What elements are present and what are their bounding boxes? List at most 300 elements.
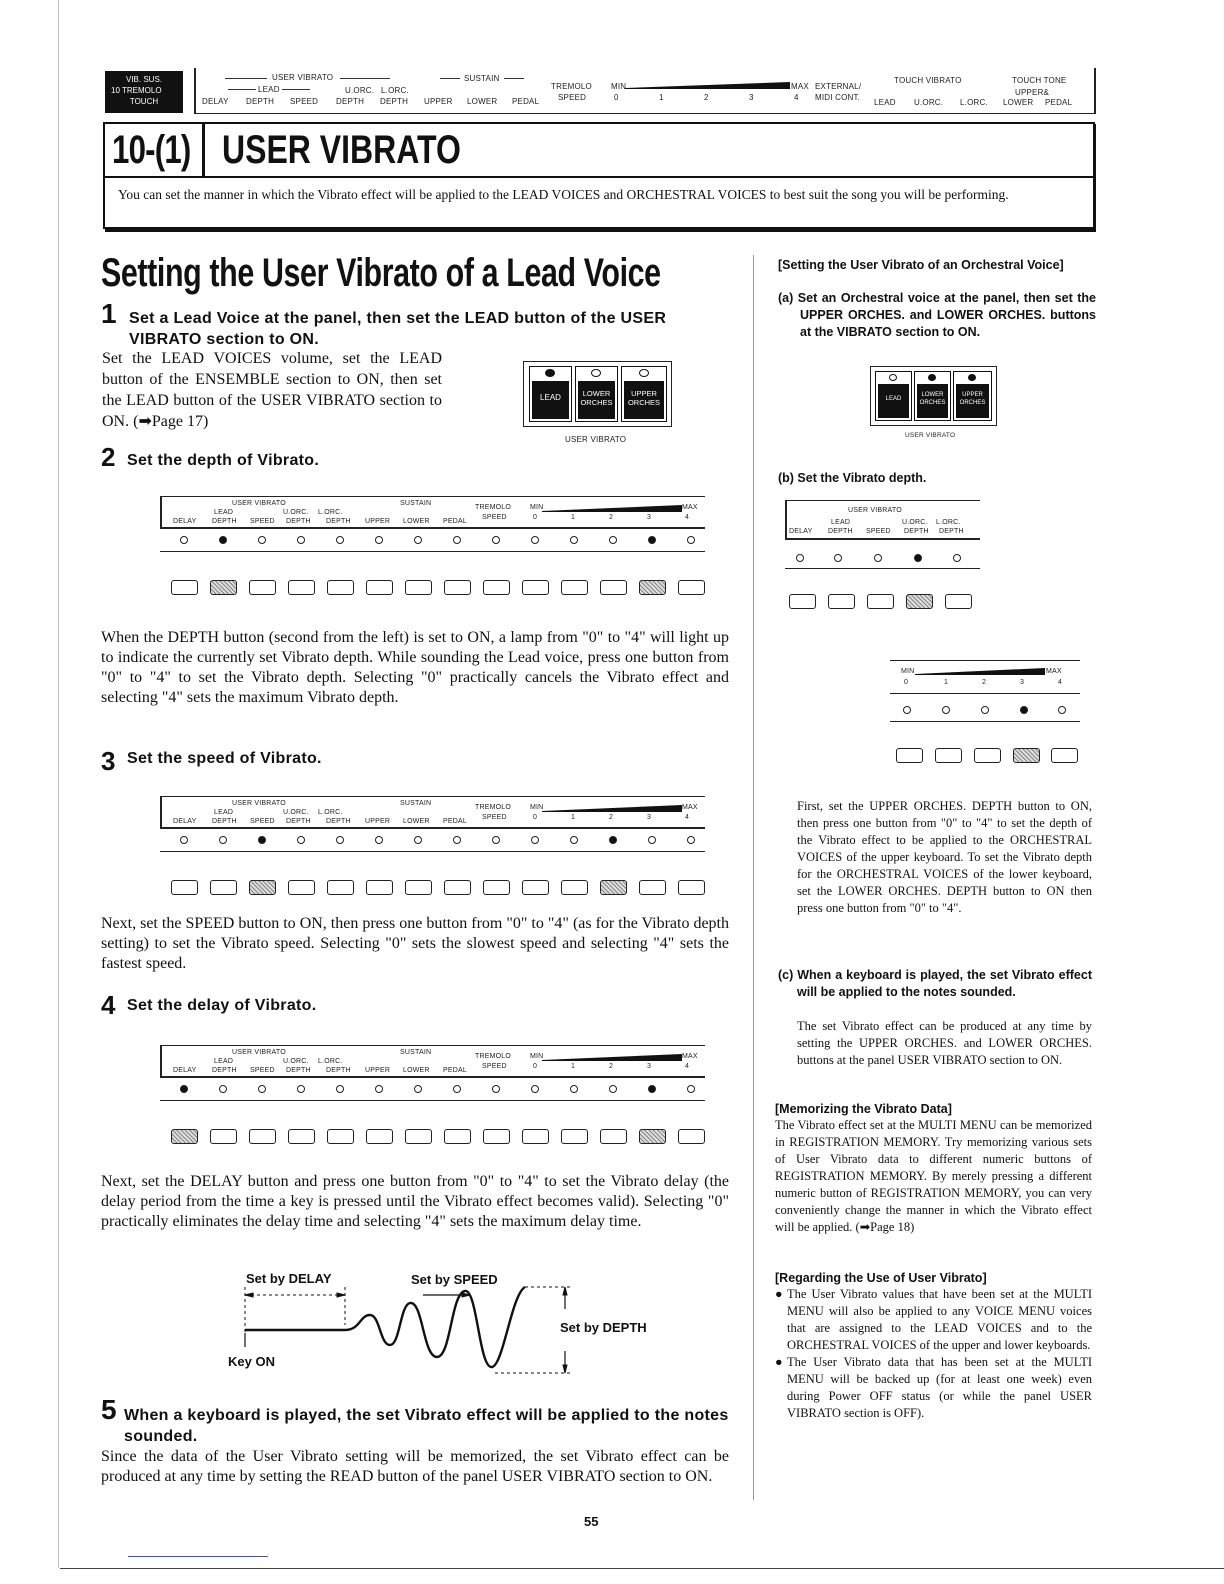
step-5-title: When a keyboard is played, the set Vibrato effect will be applied to the notes sounded. — [124, 1407, 729, 1445]
side-panel-lead[interactable] — [875, 371, 912, 421]
panel-button-on[interactable] — [639, 580, 666, 595]
side-lamp-on — [1020, 706, 1028, 714]
sb-button-on[interactable] — [906, 594, 933, 609]
step1-panel-lower-orches[interactable] — [575, 366, 618, 422]
panel-button[interactable] — [366, 880, 393, 895]
panel-tremolo-speed: SPEED — [482, 1063, 507, 1070]
sb-lamp — [874, 554, 882, 562]
panel-button[interactable] — [561, 580, 588, 595]
panel-lamp — [336, 1085, 344, 1093]
panel-lamp — [336, 536, 344, 544]
hdr-line — [504, 78, 524, 79]
panel-lamp — [375, 836, 383, 844]
badge-line-2: 10 TREMOLO — [111, 86, 162, 95]
lamp-off — [591, 369, 601, 377]
diagram-label-delay: Set by DELAY — [246, 1271, 332, 1286]
diagram-label-depth: Set by DEPTH — [560, 1320, 647, 1335]
diagram-label-key-on: Key ON — [228, 1354, 275, 1369]
panel-lamp — [414, 536, 422, 544]
panel-lamp — [258, 536, 266, 544]
panel-scale-3: 3 — [647, 814, 652, 821]
hdr-speed: SPEED — [290, 97, 319, 106]
sb-lamp — [796, 554, 804, 562]
panel-frame-top — [160, 1045, 705, 1046]
header-panel-right-edge — [1094, 68, 1096, 114]
panel-upper: UPPER — [365, 818, 391, 825]
sb-button[interactable] — [828, 594, 855, 609]
panel-lower: LOWER — [403, 1067, 430, 1074]
panel-lorc: L.ORC. — [318, 1058, 343, 1065]
panel-button[interactable] — [600, 580, 627, 595]
panel-rule — [160, 851, 705, 852]
panel-frame-left — [160, 796, 162, 828]
side-scale-2: 2 — [982, 679, 987, 686]
panel-uorc: U.ORC. — [283, 809, 309, 816]
panel-lamp — [570, 536, 578, 544]
hdr-upper-and: UPPER& — [1015, 88, 1050, 97]
panel-lower: LOWER — [403, 818, 430, 825]
panel-depth: DEPTH — [212, 818, 237, 825]
sb-depth-u: DEPTH — [904, 528, 929, 535]
sb-rule — [785, 568, 980, 569]
panel-frame-left — [160, 496, 162, 528]
hdr-tremolo-speed: SPEED — [558, 93, 587, 102]
hdr-line — [440, 78, 460, 79]
panel-lamp — [687, 836, 695, 844]
panel-rule — [160, 551, 705, 552]
hdr-scale-4: 4 — [794, 93, 799, 102]
step-3-number: 3 — [101, 746, 116, 776]
side-scale-rule-top — [890, 660, 1080, 661]
hdr-lower2: LOWER — [1003, 98, 1034, 107]
panel-lamp — [492, 836, 500, 844]
panel-lamp — [492, 1085, 500, 1093]
panel-diagram-step2 — [160, 488, 705, 618]
step-2-title: Set the depth of Vibrato. — [127, 452, 320, 469]
panel-lamp — [531, 836, 539, 844]
side-lamp — [942, 706, 950, 714]
panel-tremolo: TREMOLO — [475, 804, 512, 811]
badge-line-3: TOUCH — [129, 97, 159, 106]
hdr-min: MIN — [611, 82, 627, 91]
panel-button[interactable] — [678, 880, 705, 895]
side-lower-orches-face: LOWER ORCHES — [917, 384, 948, 418]
panel-depth-l: DEPTH — [326, 818, 351, 825]
panel-lorc: L.ORC. — [318, 809, 343, 816]
panel-lamp — [648, 836, 656, 844]
panel-button[interactable] — [405, 1129, 432, 1144]
side-a-title: (a) Set an Orchestral voice at the panel, then set the UPPER ORCHES. and LOWER ORCHES. buttons at the VIBRATO section to ON. — [778, 291, 1096, 339]
panel-lamp — [258, 1085, 266, 1093]
sb-user-vibrato: USER VIBRATO — [848, 507, 902, 514]
panel-button[interactable] — [561, 1129, 588, 1144]
panel-frame-top — [160, 796, 705, 797]
sb-button[interactable] — [789, 594, 816, 609]
side-scale-3: 3 — [1020, 679, 1025, 686]
side-mem-body: The Vibrato effect set at the MULTI MENU can be memorized in REGISTRATION MEMORY. Try memorizing various sets of User Vibrato data to different numeric buttons of REGISTRATION MEMORY. By merely pressing a different numeric button of REGISTRATION MEMORY, you can very conveniently change the manner in which the Vibrato effect will be applied. (➡Page 18) — [775, 1118, 1092, 1234]
panel-lamp — [687, 1085, 695, 1093]
panel-depth-u: DEPTH — [286, 818, 311, 825]
side-lamp — [1058, 706, 1066, 714]
hdr-depth-wedge — [625, 82, 790, 90]
vibrato-waveform-diagram — [225, 1285, 585, 1380]
step-1-number: 1 — [101, 298, 117, 329]
lamp-on — [545, 369, 555, 377]
page-title: USER VIBRATO — [222, 128, 461, 172]
panel-lamp — [219, 1085, 227, 1093]
panel-button-on[interactable] — [639, 1129, 666, 1144]
panel-lamp — [414, 836, 422, 844]
hdr-upper: UPPER — [424, 97, 453, 106]
panel-button-on[interactable] — [210, 580, 237, 595]
panel-tremolo: TREMOLO — [475, 1053, 512, 1060]
step-4-title: Set the delay of Vibrato. — [127, 997, 317, 1014]
side-use-list — [775, 1286, 1092, 1422]
step-5-body: Since the data of the User Vibrato setting will be memorized, the set Vibrato effect can be produced at any time by setting the READ button of the panel USER VIBRATO section to ON. — [101, 1448, 729, 1485]
hdr-external: EXTERNAL/ — [815, 82, 862, 91]
hdr-line — [225, 78, 267, 79]
sb-lamp — [834, 554, 842, 562]
panel-depth-wedge — [542, 1054, 682, 1062]
panel-scale-0: 0 — [533, 1063, 538, 1070]
panel-lamp — [453, 836, 461, 844]
sb-uorc: U.ORC. — [902, 519, 928, 526]
bottom-margin-line — [128, 1556, 268, 1557]
panel-frame-bottom — [160, 527, 705, 529]
panel-button[interactable] — [639, 880, 666, 895]
panel-delay: DELAY — [173, 1067, 197, 1074]
lower-orches-button-face: LOWER ORCHES — [578, 381, 615, 419]
panel-scale-4: 4 — [685, 1063, 690, 1070]
side-b-body: First, set the UPPER ORCHES. DEPTH button to ON, then press one button from "0" to "4" to set the depth of the Vibrato effect to be applied to the ORCHESTRAL VOICES of the upper keyboard. To set the Vibrato depth for the ORCHESTRAL VOICES of the lower keyboard, set the LOWER ORCHES. DEPTH button to ON then press one button from "0" to "4". — [797, 799, 1092, 915]
panel-scale-1: 1 — [571, 1063, 576, 1070]
title-underline — [205, 176, 1095, 178]
hdr-lorc: L.ORC. — [381, 86, 409, 95]
sb-lorc: L.ORC. — [936, 519, 961, 526]
panel-lorc: L.ORC. — [318, 509, 343, 516]
panel-button[interactable] — [249, 1129, 276, 1144]
hdr-line — [340, 78, 390, 79]
panel-scale-2: 2 — [609, 1063, 614, 1070]
panel-lamp — [531, 1085, 539, 1093]
bullet-icon: ● — [775, 1287, 783, 1301]
hdr-midi-cont: MIDI CONT. — [815, 93, 861, 102]
panel-button-on[interactable] — [249, 880, 276, 895]
page-number: 55 — [584, 1514, 599, 1529]
panel-lamp — [453, 1085, 461, 1093]
panel-max: MAX — [682, 1053, 698, 1060]
panel-depth-wedge — [542, 505, 682, 513]
panel-button[interactable] — [678, 580, 705, 595]
panel-depth-u: DEPTH — [286, 1067, 311, 1074]
side-b-title: (b) Set the Vibrato depth. — [778, 471, 927, 485]
lamp-on — [928, 374, 936, 381]
panel-button[interactable] — [405, 880, 432, 895]
side-lamp — [981, 706, 989, 714]
panel-sustain: SUSTAIN — [400, 500, 432, 507]
panel-lamp — [609, 1085, 617, 1093]
panel-button[interactable] — [444, 1129, 471, 1144]
panel-frame-bottom — [160, 827, 705, 829]
panel-button[interactable] — [171, 580, 198, 595]
panel-upper: UPPER — [365, 1067, 391, 1074]
bullet-icon: ● — [775, 1355, 783, 1369]
hdr-max: MAX — [791, 82, 809, 91]
panel-diagram-step3 — [160, 788, 705, 898]
step-2-number: 2 — [101, 442, 116, 472]
step-4-number: 4 — [101, 990, 116, 1020]
panel-lead: LEAD — [214, 1058, 234, 1065]
panel-depth-l: DEPTH — [326, 1067, 351, 1074]
lamp-off — [639, 369, 649, 377]
panel-lamp — [219, 836, 227, 844]
panel-delay: DELAY — [173, 518, 197, 525]
panel-button[interactable] — [210, 880, 237, 895]
sb-button[interactable] — [867, 594, 894, 609]
lamp-off — [889, 374, 897, 381]
panel-button[interactable] — [522, 1129, 549, 1144]
panel-lamp-on — [648, 1085, 656, 1093]
side-use-item-text: The User Vibrato data that has been set at the MULTI MENU will be backed up (for at least one week) even during Power OFF status (or while the panel USER VIBRATO section is OFF). — [787, 1355, 1092, 1420]
panel-sustain: SUSTAIN — [400, 1049, 432, 1056]
panel-scale-3: 3 — [647, 1063, 652, 1070]
panel-depth: DEPTH — [212, 518, 237, 525]
hdr-pedal2: PEDAL — [1045, 98, 1073, 107]
side-mem-heading: [Memorizing the Vibrato Data] — [775, 1102, 952, 1116]
panel-lamp — [609, 536, 617, 544]
panel-max: MAX — [682, 504, 698, 511]
side-min: MIN — [901, 668, 915, 675]
panel-lamp — [414, 1085, 422, 1093]
hdr-uorc: U.ORC. — [345, 86, 375, 95]
sb-lead: LEAD — [831, 519, 851, 526]
hdr-scale-0: 0 — [614, 93, 619, 102]
panel-delay: DELAY — [173, 818, 197, 825]
hdr-lead: LEAD — [258, 85, 280, 94]
panel-lamp-on — [219, 536, 227, 544]
hdr-lower: LOWER — [467, 97, 498, 106]
panel-speed: SPEED — [250, 818, 275, 825]
hdr-depth-l: DEPTH — [380, 97, 409, 106]
panel-max: MAX — [682, 804, 698, 811]
hdr-scale-1: 1 — [659, 93, 664, 102]
side-scale-1: 1 — [944, 679, 949, 686]
hdr-sustain: SUSTAIN — [464, 74, 500, 83]
panel-button[interactable] — [171, 880, 198, 895]
panel-depth: DEPTH — [212, 1067, 237, 1074]
panel-button[interactable] — [288, 880, 315, 895]
panel-button[interactable] — [522, 880, 549, 895]
panel-scale-4: 4 — [685, 514, 690, 521]
step1-panel-lead[interactable] — [529, 366, 572, 422]
panel-button[interactable] — [483, 880, 510, 895]
lead-button-face: LEAD — [532, 381, 569, 419]
hdr-delay: DELAY — [202, 97, 229, 106]
hdr-line — [228, 89, 256, 90]
panel-pedal: PEDAL — [443, 518, 467, 525]
step-2-body: When the DEPTH button (second from the left) is set to ON, a lamp from "0" to "4" will light up to indicate the currently set Vibrato depth. While sounding the Lead voice, press one button from "0" to "4" to set the Vibrato depth. Selecting "0" practically cancels the Vibrato effect and selecting "4" sets the maximum Vibrato depth. — [101, 629, 729, 706]
panel-tremolo-speed: SPEED — [482, 814, 507, 821]
panel-lamp-on — [258, 836, 266, 844]
side-scale-button-on[interactable] — [1013, 748, 1040, 763]
panel-scale-0: 0 — [533, 514, 538, 521]
side-lead-face: LEAD — [878, 384, 909, 418]
panel-diagram-step4 — [160, 1037, 705, 1147]
sb-lamp-on — [914, 554, 922, 562]
side-scale-button[interactable] — [896, 748, 923, 763]
panel-min: MIN — [530, 504, 544, 511]
panel-pedal: PEDAL — [443, 818, 467, 825]
side-scale-button[interactable] — [974, 748, 1001, 763]
panel-lamp — [375, 536, 383, 544]
panel-scale-2: 2 — [609, 814, 614, 821]
panel-button[interactable] — [600, 1129, 627, 1144]
sb-speed: SPEED — [866, 528, 891, 535]
panel-speed: SPEED — [250, 518, 275, 525]
panel-frame-top — [160, 496, 705, 497]
panel-lamp — [375, 1085, 383, 1093]
sb-delay: DELAY — [789, 528, 813, 535]
panel-scale-2: 2 — [609, 514, 614, 521]
panel-button[interactable] — [444, 580, 471, 595]
panel-button[interactable] — [288, 580, 315, 595]
panel-lamp — [687, 536, 695, 544]
upper-orches-button-face: UPPER ORCHES — [624, 381, 664, 419]
panel-lamp — [180, 836, 188, 844]
side-panel-upper-orches[interactable] — [953, 371, 992, 421]
panel-button[interactable] — [288, 1129, 315, 1144]
panel-user-vibrato: USER VIBRATO — [232, 800, 286, 807]
panel-lamp — [570, 836, 578, 844]
title-number: 10-(1) — [112, 128, 191, 172]
side-a-caption: USER VIBRATO — [905, 432, 956, 439]
panel-min: MIN — [530, 804, 544, 811]
panel-scale-3: 3 — [647, 514, 652, 521]
hdr-scale-2: 2 — [704, 93, 709, 102]
panel-button[interactable] — [327, 580, 354, 595]
side-scale-rule-2 — [890, 721, 1080, 722]
side-upper-orches-face: UPPER ORCHES — [956, 384, 989, 418]
hdr-pedal: PEDAL — [512, 97, 540, 106]
section-badge — [105, 71, 183, 113]
panel-lead: LEAD — [214, 809, 234, 816]
panel-button[interactable] — [210, 1129, 237, 1144]
panel-rule — [160, 1100, 705, 1101]
panel-scale-0: 0 — [533, 814, 538, 821]
step-1-title: Set a Lead Voice at the panel, then set the LEAD button of the USER VIBRATO section to ON. — [129, 310, 667, 348]
title-description: You can set the manner in which the Vibrato effect will be applied to the LEAD VOICES and ORCHESTRAL VOICES to best suit the song you will be performing. — [118, 187, 1009, 202]
panel-button[interactable] — [444, 880, 471, 895]
panel-sustain: SUSTAIN — [400, 800, 432, 807]
panel-depth-u: DEPTH — [286, 518, 311, 525]
panel-button-on[interactable] — [171, 1129, 198, 1144]
panel-user-vibrato: USER VIBRATO — [232, 500, 286, 507]
hdr-lorc2: L.ORC. — [960, 98, 988, 107]
side-panel-lower-orches[interactable] — [914, 371, 951, 421]
panel-frame-left — [160, 1045, 162, 1077]
panel-button[interactable] — [327, 1129, 354, 1144]
step-5-number: 5 — [101, 1394, 117, 1425]
panel-lower: LOWER — [403, 518, 430, 525]
side-orch-heading: [Setting the User Vibrato of an Orchestral Voice] — [778, 258, 1064, 272]
panel-button[interactable] — [561, 880, 588, 895]
panel-lamp — [180, 536, 188, 544]
main-heading: Setting the User Vibrato of a Lead Voice — [101, 251, 661, 295]
sb-depth: DEPTH — [828, 528, 853, 535]
panel-lamp — [492, 536, 500, 544]
panel-button[interactable] — [327, 880, 354, 895]
side-c-title: (c) When a keyboard is played, the set Vibrato effect will be applied to the notes sounded. — [778, 968, 1092, 999]
panel-lamp — [297, 536, 305, 544]
panel-scale-4: 4 — [685, 814, 690, 821]
sb-lamp — [953, 554, 961, 562]
step1-panel-upper-orches[interactable] — [621, 366, 667, 422]
step-4-body: Next, set the DELAY button and press one button from "0" to "4" to set the Vibrato delay (the delay period from the time a key is pressed until the Vibrato effect becomes valid). Selecting "0" practically eliminates the delay time and selecting "4" sets the maximum delay time. — [101, 1173, 729, 1230]
sb-depth-l: DEPTH — [939, 528, 964, 535]
step-1-caption: USER VIBRATO — [565, 435, 627, 444]
step-3-body: Next, set the SPEED button to ON, then press one button from "0" to "4" (as for the Vibrato depth setting) to set the Vibrato speed. Selecting "0" sets the slowest speed and selecting "4" sets the fastest speed. — [101, 915, 729, 972]
panel-button[interactable] — [483, 580, 510, 595]
hdr-uorc2: U.ORC. — [914, 98, 944, 107]
side-scale-0: 0 — [904, 679, 909, 686]
side-scale-rule — [890, 693, 1080, 694]
lamp-on — [968, 374, 976, 381]
panel-button[interactable] — [522, 580, 549, 595]
panel-button[interactable] — [678, 1129, 705, 1144]
side-max: MAX — [1046, 668, 1062, 675]
panel-tremolo: TREMOLO — [475, 504, 512, 511]
step-3-title: Set the speed of Vibrato. — [127, 750, 322, 767]
panel-button[interactable] — [249, 580, 276, 595]
hdr-touch-vibrato: TOUCH VIBRATO — [894, 76, 962, 85]
panel-lamp — [336, 836, 344, 844]
hdr-line — [282, 89, 310, 90]
side-use-heading: [Regarding the Use of User Vibrato] — [775, 1271, 987, 1285]
panel-uorc: U.ORC. — [283, 1058, 309, 1065]
panel-frame-bottom — [160, 1076, 705, 1078]
panel-depth-l: DEPTH — [326, 518, 351, 525]
step-1-body: Set the LEAD VOICES volume, set the LEAD button of the ENSEMBLE section to ON, then set the LEAD button of the USER VIBRATO section to ON. (➡Page 17) — [102, 350, 442, 430]
panel-lamp-on — [180, 1085, 188, 1093]
hdr-depth-u: DEPTH — [336, 97, 365, 106]
panel-button[interactable] — [405, 580, 432, 595]
panel-button[interactable] — [483, 1129, 510, 1144]
panel-depth-wedge — [542, 805, 682, 813]
panel-lamp-on — [609, 836, 617, 844]
bottom-rule — [60, 1568, 1224, 1569]
panel-lamp — [453, 536, 461, 544]
side-depth-wedge — [915, 668, 1045, 676]
panel-lead: LEAD — [214, 509, 234, 516]
side-scale-button[interactable] — [935, 748, 962, 763]
hdr-tremolo: TREMOLO — [551, 82, 592, 91]
panel-min: MIN — [530, 1053, 544, 1060]
hdr-lead2: LEAD — [874, 98, 896, 107]
panel-button[interactable] — [366, 1129, 393, 1144]
side-use-item-text: The User Vibrato values that have been set at the MULTI MENU will also be applied to any VOICE MENU voices that are assigned to the LEAD VOICES and to the ORCHESTRAL VOICES of the upper and lower keyboards. — [787, 1287, 1092, 1352]
panel-lamp — [297, 836, 305, 844]
panel-lamp-on — [648, 536, 656, 544]
panel-uorc: U.ORC. — [283, 509, 309, 516]
badge-line-1: VIB. SUS. — [125, 75, 162, 84]
side-use-item — [775, 1286, 1092, 1354]
side-scale-button[interactable] — [1051, 748, 1078, 763]
side-use-item — [775, 1354, 1092, 1422]
panel-button-on[interactable] — [600, 880, 627, 895]
panel-speed: SPEED — [250, 1067, 275, 1074]
sb-button[interactable] — [945, 594, 972, 609]
panel-button[interactable] — [366, 580, 393, 595]
